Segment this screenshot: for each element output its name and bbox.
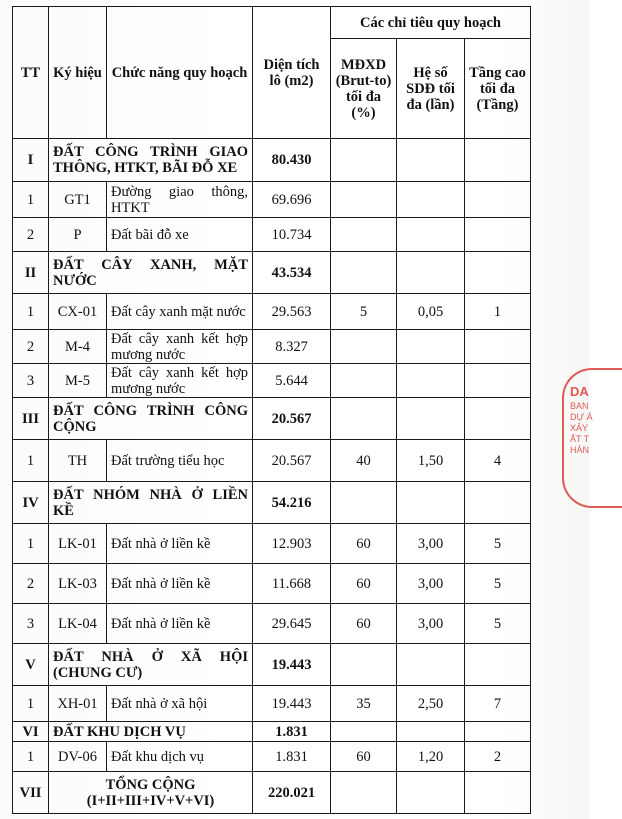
row-tt: 2 [13, 564, 49, 604]
row-floors [465, 218, 531, 252]
section-row [13, 252, 531, 294]
row-area: 43.534 [253, 252, 331, 294]
stamp-line: HÀN [570, 445, 590, 455]
row-function: Đất nhà ở liền kề [107, 604, 253, 644]
header-area: Diện tích lô (m2) [253, 7, 331, 139]
table-row [13, 294, 531, 330]
row-density [331, 482, 397, 524]
row-floors [465, 182, 531, 218]
row-code: LK-01 [49, 524, 107, 564]
row-density [331, 218, 397, 252]
table-row [13, 218, 531, 252]
row-far [397, 182, 465, 218]
row-density [331, 772, 397, 814]
row-density [331, 182, 397, 218]
row-tt: 3 [13, 364, 49, 398]
row-density: 40 [331, 440, 397, 482]
row-far [397, 252, 465, 294]
table-row [13, 524, 531, 564]
section-row [13, 482, 531, 524]
table-row [13, 440, 531, 482]
table-row [13, 686, 531, 722]
row-far [397, 482, 465, 524]
row-floors [465, 772, 531, 814]
row-code: CX-01 [49, 294, 107, 330]
row-far: 0,05 [397, 294, 465, 330]
header-code: Ký hiệu [49, 7, 107, 139]
row-density: 5 [331, 294, 397, 330]
row-code: M-4 [49, 330, 107, 364]
row-function: Đất cây xanh kết hợp mương nước [107, 364, 253, 398]
row-density: 35 [331, 686, 397, 722]
row-area: 54.216 [253, 482, 331, 524]
row-area: 8.327 [253, 330, 331, 364]
row-code: GT1 [49, 182, 107, 218]
header-density: MĐXD (Brut-to) tối đa (%) [331, 39, 397, 139]
section-name: ĐẤT CÔNG TRÌNH GIAO THÔNG, HTKT, BÃI ĐỖ XE [49, 139, 253, 182]
section-name: ĐẤT CÔNG TRÌNH CÔNG CỘNG [49, 398, 253, 440]
row-density: 60 [331, 564, 397, 604]
row-area: 1.831 [253, 722, 331, 742]
row-area: 1.831 [253, 742, 331, 772]
row-far [397, 364, 465, 398]
row-density [331, 252, 397, 294]
row-area: 11.668 [253, 564, 331, 604]
red-stamp: DA BAN DỰ Á XÂY ẤT T HÀN [562, 368, 622, 508]
row-area: 69.696 [253, 182, 331, 218]
row-code: TH [49, 440, 107, 482]
row-density [331, 330, 397, 364]
row-tt: 2 [13, 330, 49, 364]
table-row [13, 604, 531, 644]
header-tt: TT [13, 7, 49, 139]
row-area: 19.443 [253, 686, 331, 722]
row-tt: 3 [13, 604, 49, 644]
row-floors [465, 482, 531, 524]
row-tt: 2 [13, 218, 49, 252]
row-tt: VII [13, 772, 49, 814]
row-function: Đất bãi đỗ xe [107, 218, 253, 252]
row-function: Đất nhà ở liền kề [107, 564, 253, 604]
row-area: 12.903 [253, 524, 331, 564]
row-far [397, 218, 465, 252]
table-row [13, 742, 531, 772]
row-floors: 5 [465, 524, 531, 564]
row-tt: V [13, 644, 49, 686]
table-row [13, 364, 531, 398]
row-floors: 7 [465, 686, 531, 722]
total-formula: (I+II+III+IV+V+VI) [86, 792, 215, 809]
row-floors [465, 330, 531, 364]
header-far: Hệ số SDĐ tối đa (lần) [397, 39, 465, 139]
section-name: ĐẤT KHU DỊCH VỤ [49, 722, 253, 742]
row-far [397, 139, 465, 182]
row-code: M-5 [49, 364, 107, 398]
row-floors: 1 [465, 294, 531, 330]
row-tt: 1 [13, 524, 49, 564]
section-name: ĐẤT CÂY XANH, MẶT NƯỚC [49, 252, 253, 294]
total-label [49, 772, 253, 814]
row-code: LK-03 [49, 564, 107, 604]
row-function: Đất khu dịch vụ [107, 742, 253, 772]
table-body [13, 139, 531, 814]
row-far [397, 398, 465, 440]
header-floors: Tầng cao tối đa (Tầng) [465, 39, 531, 139]
row-floors [465, 139, 531, 182]
table-row [13, 182, 531, 218]
row-density: 60 [331, 524, 397, 564]
row-tt: IV [13, 482, 49, 524]
row-area: 80.430 [253, 139, 331, 182]
row-area: 29.645 [253, 604, 331, 644]
row-floors: 2 [465, 742, 531, 772]
table-row [13, 564, 531, 604]
table-row [13, 330, 531, 364]
row-floors [465, 364, 531, 398]
row-area: 20.567 [253, 398, 331, 440]
row-function: Đất nhà ở xã hội [107, 686, 253, 722]
row-far [397, 330, 465, 364]
row-far: 3,00 [397, 564, 465, 604]
row-tt: 1 [13, 686, 49, 722]
row-density [331, 644, 397, 686]
row-code: P [49, 218, 107, 252]
row-floors [465, 398, 531, 440]
row-tt: 1 [13, 742, 49, 772]
row-far [397, 772, 465, 814]
stamp-line: XÂY [570, 423, 589, 433]
row-far: 2,50 [397, 686, 465, 722]
row-far: 1,50 [397, 440, 465, 482]
row-floors: 5 [465, 564, 531, 604]
section-row [13, 722, 531, 742]
row-floors: 4 [465, 440, 531, 482]
row-tt: VI [13, 722, 49, 742]
row-function: Đất cây xanh mặt nước [107, 294, 253, 330]
row-floors [465, 644, 531, 686]
row-area: 29.563 [253, 294, 331, 330]
row-density: 60 [331, 742, 397, 772]
row-far: 1,20 [397, 742, 465, 772]
row-area: 10.734 [253, 218, 331, 252]
row-function: Đất trường tiểu học [107, 440, 253, 482]
row-tt: III [13, 398, 49, 440]
section-name: ĐẤT NHÓM NHÀ Ở LIỀN KỀ [49, 482, 253, 524]
row-function: Đất cây xanh kết hợp mương nước [107, 330, 253, 364]
planning-table [12, 6, 531, 814]
section-row [13, 644, 531, 686]
row-tt: 1 [13, 182, 49, 218]
row-tt: I [13, 139, 49, 182]
row-code: XH-01 [49, 686, 107, 722]
section-name: ĐẤT NHÀ Ở XÃ HỘI (CHUNG CƯ) [49, 644, 253, 686]
total-row [13, 772, 531, 814]
row-density: 60 [331, 604, 397, 644]
header-group: Các chỉ tiêu quy hoạch [331, 7, 531, 39]
row-area: 19.443 [253, 644, 331, 686]
row-area: 220.021 [253, 772, 331, 814]
row-tt: II [13, 252, 49, 294]
row-tt: 1 [13, 440, 49, 482]
row-area: 20.567 [253, 440, 331, 482]
row-floors [465, 252, 531, 294]
stamp-line: BAN [570, 401, 589, 411]
row-floors [465, 722, 531, 742]
row-density [331, 364, 397, 398]
row-area: 5.644 [253, 364, 331, 398]
row-far: 3,00 [397, 524, 465, 564]
stamp-line: ẤT T [570, 434, 590, 444]
row-code: DV-06 [49, 742, 107, 772]
row-code: LK-04 [49, 604, 107, 644]
stamp-line: DỰ Á [570, 412, 593, 422]
row-density [331, 398, 397, 440]
row-far: 3,00 [397, 604, 465, 644]
section-row [13, 139, 531, 182]
row-density [331, 139, 397, 182]
row-far [397, 644, 465, 686]
row-function: Đất nhà ở liền kề [107, 524, 253, 564]
row-tt: 1 [13, 294, 49, 330]
section-row [13, 398, 531, 440]
row-function: Đường giao thông, HTKT [107, 182, 253, 218]
row-far [397, 722, 465, 742]
header-function: Chức năng quy hoạch [107, 7, 253, 139]
total-title: TỔNG CỘNG [105, 776, 196, 793]
row-density [331, 722, 397, 742]
row-floors: 5 [465, 604, 531, 644]
